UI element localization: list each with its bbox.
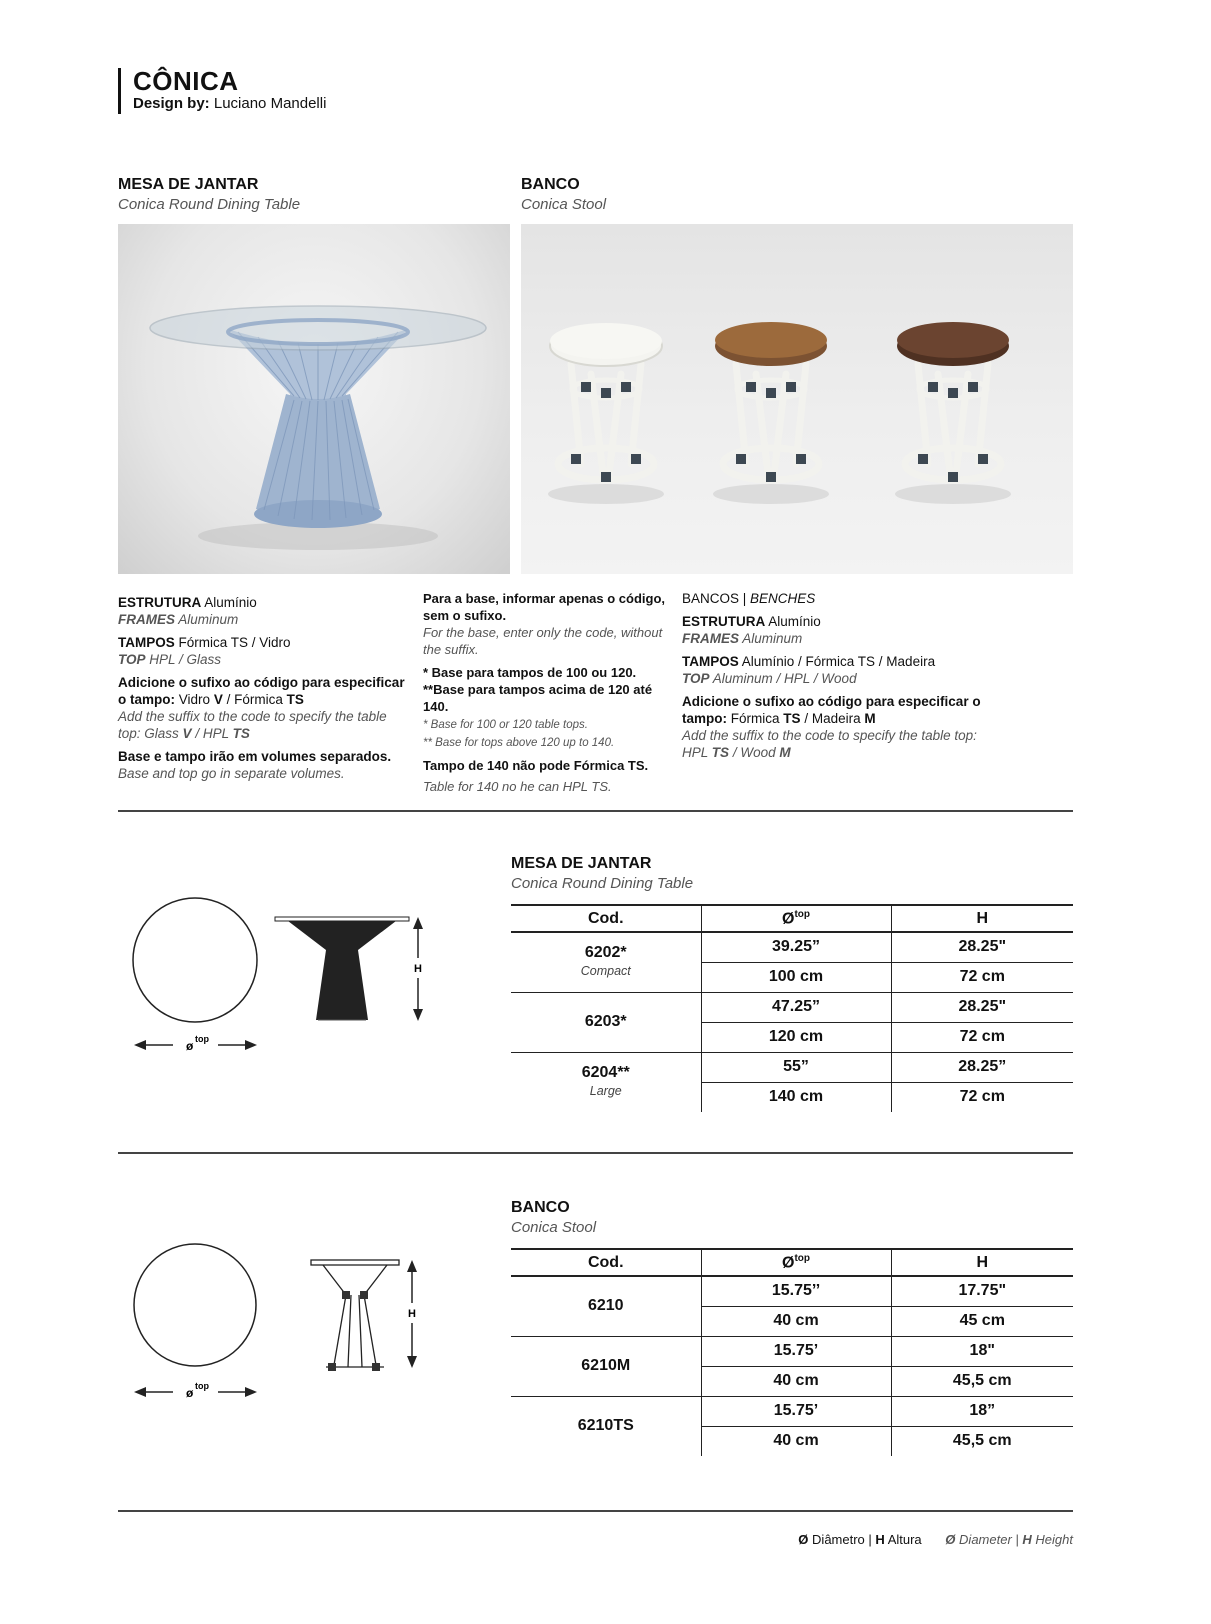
top-limit-note: Tampo de 140 não pode Fórmica TS. Table for 140 no he can HPL TS. [423,758,649,794]
base-code-note: Para a base, informar apenas o código, sem o sufixo. For the base, enter only the code, without the suffix. [423,591,666,657]
stool-dark-wood-top [895,322,1011,504]
table-notes [118,594,408,788]
table-header-row [511,1249,1073,1276]
height-header: H [891,1249,1073,1276]
section-subtitle: Conica Round Dining Table [118,196,301,213]
height-cell: 72 cm [891,1082,1073,1112]
spec-title: BANCO [511,1199,570,1216]
footer-divider [118,1510,1073,1512]
table-spec-heading [511,855,693,892]
code-cell: 6210M [511,1336,701,1396]
diameter-cell: 15.75’ [701,1336,891,1366]
height-label: H [414,963,422,975]
code-cell: 6210TS [577,1417,634,1435]
diameter-cell: 40 cm [701,1366,891,1396]
table-header-row [511,905,1073,932]
code-cell: 6202* Compact [511,932,701,992]
benches-heading: BANCOS | BENCHES [682,591,816,606]
table-dimensions-table [511,904,1073,1112]
design-label: Design by: [133,95,210,112]
height-cell: 28.25" [891,992,1073,1022]
table-dimension-diagram [118,890,448,1070]
section-title: BANCO [521,176,580,193]
suffix-note: Adicione o sufixo ao código para especificar o tampo: Vidro V / Fórmica TS Add the suffix to the code to specify the table top: Glass V / HPL TS [118,675,405,741]
stool-light-wood-top [713,322,829,504]
diameter-header: $Ø^{top}$ [701,905,891,932]
structure-note: ESTRUTURA Alumínio FRAMES Aluminum [118,595,257,627]
table-section-heading [118,176,300,213]
tops-note: TAMPOS Fórmica TS / Vidro TOP HPL / Glass [118,635,291,667]
height-cell: 45,5 cm [891,1426,1073,1456]
height-cell: 18" [891,1336,1073,1366]
diameter-cell: 140 cm [701,1082,891,1112]
height-cell: 72 cm [891,962,1073,992]
stool-section-heading [521,176,606,213]
height-cell: 28.25" [891,932,1073,962]
diameter-cell: 15.75’ [701,1396,891,1426]
table-row [511,1336,1073,1366]
code-header: Cod. [587,909,624,927]
diameter-cell: 100 cm [701,962,891,992]
diameter-label: ø [186,1386,194,1400]
table-row [511,932,1073,962]
height-cell: 45 cm [891,1306,1073,1336]
stool-white-top [548,323,664,504]
height-cell: 72 cm [891,1022,1073,1052]
section-title: MESA DE JANTAR [118,176,259,193]
diameter-cell: 40 cm [701,1306,891,1336]
diameter-cell: 40 cm [701,1426,891,1456]
diameter-sup-label: top [195,1381,209,1391]
table-row [511,1276,1073,1306]
stool-dimension-diagram [118,1235,448,1415]
header-bar [118,68,121,114]
diameter-cell: 55” [701,1052,891,1082]
table-row [511,1396,1073,1426]
spec-subtitle: Conica Round Dining Table [511,875,694,892]
brand-title: CÔNICA [133,66,239,96]
stool-side-view [311,1260,399,1367]
suffix-note: Adicione o sufixo ao código para especificar o tampo: Fórmica TS / Madeira M Add the suffix to the code to specify the table top: HPL TS / Wood M [682,694,981,760]
height-cell: 45,5 cm [891,1366,1073,1396]
base-notes [423,590,678,801]
section-subtitle: Conica Stool [521,196,607,213]
code-cell: 6204** Large [581,1064,630,1099]
stools-photo [521,224,1073,574]
table-side-view [275,917,409,1020]
divider [118,1152,1073,1154]
spec-title: MESA DE JANTAR [511,855,652,872]
dimension-legend: Ø Diâmetro | H Altura Ø Diameter | H Height [798,1532,1073,1547]
diameter-header: $Ø^{top}$ [701,1249,891,1276]
dining-table-photo [118,224,510,574]
code-cell: 6210 [511,1276,701,1336]
height-header: H [891,905,1073,932]
table-row [511,1052,1073,1082]
volumes-note: Base e tampo irão em volumes separados. Base and top go in separate volumes. [118,749,392,781]
stool-notes [682,590,982,767]
height-cell: 17.75" [891,1276,1073,1306]
spec-subtitle: Conica Stool [511,1219,597,1236]
diameter-label: ø [186,1039,194,1053]
diameter-sup-label: top [195,1034,209,1044]
designer-credit [133,95,326,112]
diameter-cell: 47.25” [701,992,891,1022]
stools-render [521,224,1073,574]
tops-note: TAMPOS Alumínio / Fórmica TS / Madeira TOP Aluminum / HPL / Wood [682,654,936,686]
dining-table-render [118,224,510,574]
structure-note: ESTRUTURA Alumínio FRAMES Aluminum [682,614,821,646]
table-top-view [133,898,257,1022]
code-header: Cod. [587,1253,624,1271]
base-size-note: * Base para tampos de 100 ou 120. **Base para tampos acima de 120 até 140. * Base for 100 or 120 table tops. ** Base for tops above 120 up to 140. [423,665,653,749]
diameter-cell: 15.75’’ [701,1276,891,1306]
divider [118,810,1073,812]
height-cell: 18” [891,1396,1073,1426]
table-row [511,992,1073,1022]
height-cell: 28.25” [891,1052,1073,1082]
stool-top-view [134,1244,256,1366]
stool-spec-heading [511,1199,596,1236]
height-label: H [408,1308,416,1320]
designer-name: Luciano Mandelli [213,95,327,112]
diameter-cell: 120 cm [701,1022,891,1052]
stool-dimensions-table [511,1248,1073,1456]
code-cell: 6203* [511,992,701,1052]
diameter-cell: 39.25” [701,932,891,962]
